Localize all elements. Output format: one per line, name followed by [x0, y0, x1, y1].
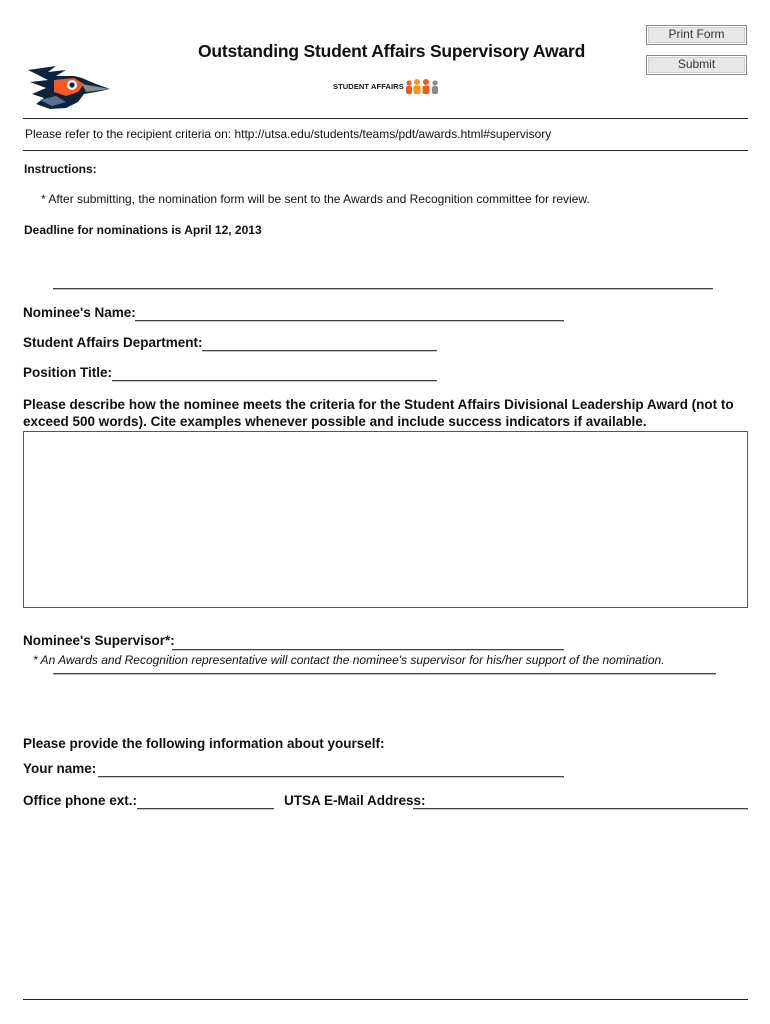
- roadrunner-logo: [26, 62, 112, 112]
- supervisor-label: Nominee's Supervisor*:: [23, 633, 175, 648]
- your-name-field[interactable]: [98, 763, 564, 777]
- people-group-icon: [404, 78, 440, 94]
- instructions-heading: Instructions:: [24, 162, 97, 176]
- student-affairs-wordmark: STUDENT AFFAIRS: [333, 82, 404, 91]
- nominee-name-field[interactable]: [135, 307, 564, 321]
- section-divider: [53, 288, 713, 290]
- phone-ext-field[interactable]: [137, 795, 274, 809]
- self-info-heading: Please provide the following information about yourself:: [23, 736, 385, 751]
- supervisor-divider: [53, 673, 716, 675]
- submit-button[interactable]: Submit: [646, 55, 747, 75]
- department-label: Student Affairs Department:: [23, 335, 203, 350]
- deadline-text: Deadline for nominations is April 12, 2013: [24, 223, 262, 237]
- email-label: UTSA E-Mail Address:: [284, 793, 426, 808]
- instructions-note: * After submitting, the nomination form will be sent to the Awards and Recognition committee for review.: [41, 192, 590, 206]
- supervisor-field[interactable]: [172, 636, 564, 650]
- describe-label-line2: exceed 500 words). Cite examples whenever possible and include success indicators if available.: [23, 414, 647, 429]
- position-title-field[interactable]: [112, 367, 437, 381]
- describe-label-line1: Please describe how the nominee meets the criteria for the Student Affairs Divisional Leadership Award (not to: [23, 397, 734, 412]
- phone-ext-label: Office phone ext.:: [23, 793, 138, 808]
- print-form-button[interactable]: Print Form: [646, 25, 747, 45]
- form-title: Outstanding Student Affairs Supervisory Award: [198, 41, 586, 61]
- department-field[interactable]: [202, 337, 437, 351]
- criteria-text: Please refer to the recipient criteria on: http://utsa.edu/students/teams/pdt/awards.html#supervisory: [25, 127, 552, 141]
- supervisor-note: * An Awards and Recognition representative will contact the nominee's supervisor for his/her support of the nomination.: [33, 653, 665, 667]
- criteria-divider: [23, 150, 748, 151]
- position-title-label: Position Title:: [23, 365, 113, 380]
- nominee-name-label: Nominee's Name:: [23, 305, 136, 320]
- description-textarea[interactable]: [23, 431, 748, 608]
- header-divider: [23, 118, 748, 119]
- your-name-label: Your name:: [23, 761, 97, 776]
- footer-divider: [23, 999, 748, 1000]
- email-field[interactable]: [413, 795, 748, 809]
